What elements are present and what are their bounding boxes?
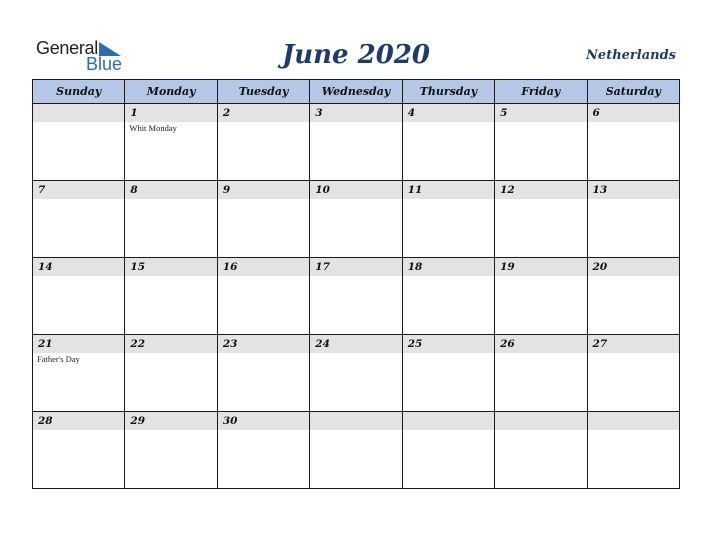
day-number: 9 xyxy=(218,181,309,199)
day-number: 30 xyxy=(218,412,309,430)
day-cell xyxy=(587,181,679,258)
generalblue-logo xyxy=(36,38,131,74)
day-number: 26 xyxy=(495,335,586,353)
day-cell xyxy=(495,181,587,258)
weekday-header-row xyxy=(33,80,680,104)
day-cell xyxy=(33,412,125,489)
day-number: 6 xyxy=(588,104,679,122)
day-cell xyxy=(125,258,217,335)
day-cell xyxy=(33,258,125,335)
day-number: 19 xyxy=(495,258,586,276)
day-number xyxy=(495,412,586,430)
day-cell xyxy=(310,104,402,181)
day-number: 16 xyxy=(218,258,309,276)
day-cell xyxy=(495,412,587,489)
day-cell xyxy=(125,335,217,412)
day-number: 15 xyxy=(125,258,216,276)
day-number: 23 xyxy=(218,335,309,353)
logo-general-text: General xyxy=(36,38,98,58)
day-cell xyxy=(217,181,309,258)
holiday-label: Whit Monday xyxy=(129,123,177,133)
day-cell xyxy=(402,412,494,489)
weekday-header: Saturday xyxy=(587,80,679,104)
day-cell xyxy=(33,335,125,412)
day-cell xyxy=(402,181,494,258)
day-cell xyxy=(217,104,309,181)
day-cell xyxy=(33,104,125,181)
day-cell xyxy=(310,258,402,335)
day-cell xyxy=(402,104,494,181)
day-cell xyxy=(310,335,402,412)
holiday-label: Father's Day xyxy=(37,354,80,364)
day-cell xyxy=(587,104,679,181)
day-cell xyxy=(217,412,309,489)
day-cell xyxy=(495,104,587,181)
day-cell xyxy=(310,412,402,489)
day-cell xyxy=(587,258,679,335)
weekday-header: Friday xyxy=(495,80,587,104)
day-number: 29 xyxy=(125,412,216,430)
day-cell xyxy=(587,335,679,412)
day-cell xyxy=(125,104,217,181)
weekday-header: Wednesday xyxy=(310,80,402,104)
day-number xyxy=(33,104,124,122)
day-cell xyxy=(125,412,217,489)
day-cell xyxy=(587,412,679,489)
calendar-title: June 2020 xyxy=(281,40,431,70)
day-number: 12 xyxy=(495,181,586,199)
day-number: 18 xyxy=(403,258,494,276)
weekday-header: Sunday xyxy=(33,80,125,104)
day-number: 5 xyxy=(495,104,586,122)
country-label: Netherlands xyxy=(586,48,676,63)
day-number xyxy=(403,412,494,430)
day-number: 17 xyxy=(310,258,401,276)
calendar-body xyxy=(33,104,680,489)
day-number: 11 xyxy=(403,181,494,199)
day-number: 3 xyxy=(310,104,401,122)
day-number xyxy=(588,412,679,430)
day-cell xyxy=(125,181,217,258)
week-row xyxy=(33,181,680,258)
weekday-header: Thursday xyxy=(402,80,494,104)
day-number: 1 xyxy=(125,104,216,122)
day-number: 28 xyxy=(33,412,124,430)
logo-blue-text: Blue xyxy=(86,54,123,74)
weekday-header: Tuesday xyxy=(217,80,309,104)
day-number: 21 xyxy=(33,335,124,353)
day-cell xyxy=(402,335,494,412)
day-number: 7 xyxy=(33,181,124,199)
day-cell xyxy=(310,181,402,258)
day-number: 25 xyxy=(403,335,494,353)
day-cell xyxy=(402,258,494,335)
week-row xyxy=(33,258,680,335)
day-number: 10 xyxy=(310,181,401,199)
weekday-header: Monday xyxy=(125,80,217,104)
day-cell xyxy=(495,335,587,412)
day-number: 2 xyxy=(218,104,309,122)
day-number: 14 xyxy=(33,258,124,276)
week-row xyxy=(33,104,680,181)
day-number: 8 xyxy=(125,181,216,199)
week-row xyxy=(33,335,680,412)
day-cell xyxy=(33,181,125,258)
day-number: 24 xyxy=(310,335,401,353)
day-number: 4 xyxy=(403,104,494,122)
day-number: 27 xyxy=(588,335,679,353)
week-row xyxy=(33,412,680,489)
day-cell xyxy=(495,258,587,335)
day-number: 22 xyxy=(125,335,216,353)
calendar-grid xyxy=(32,79,680,489)
day-number xyxy=(310,412,401,430)
day-cell xyxy=(217,258,309,335)
day-number: 20 xyxy=(588,258,679,276)
day-number: 13 xyxy=(588,181,679,199)
day-cell xyxy=(217,335,309,412)
